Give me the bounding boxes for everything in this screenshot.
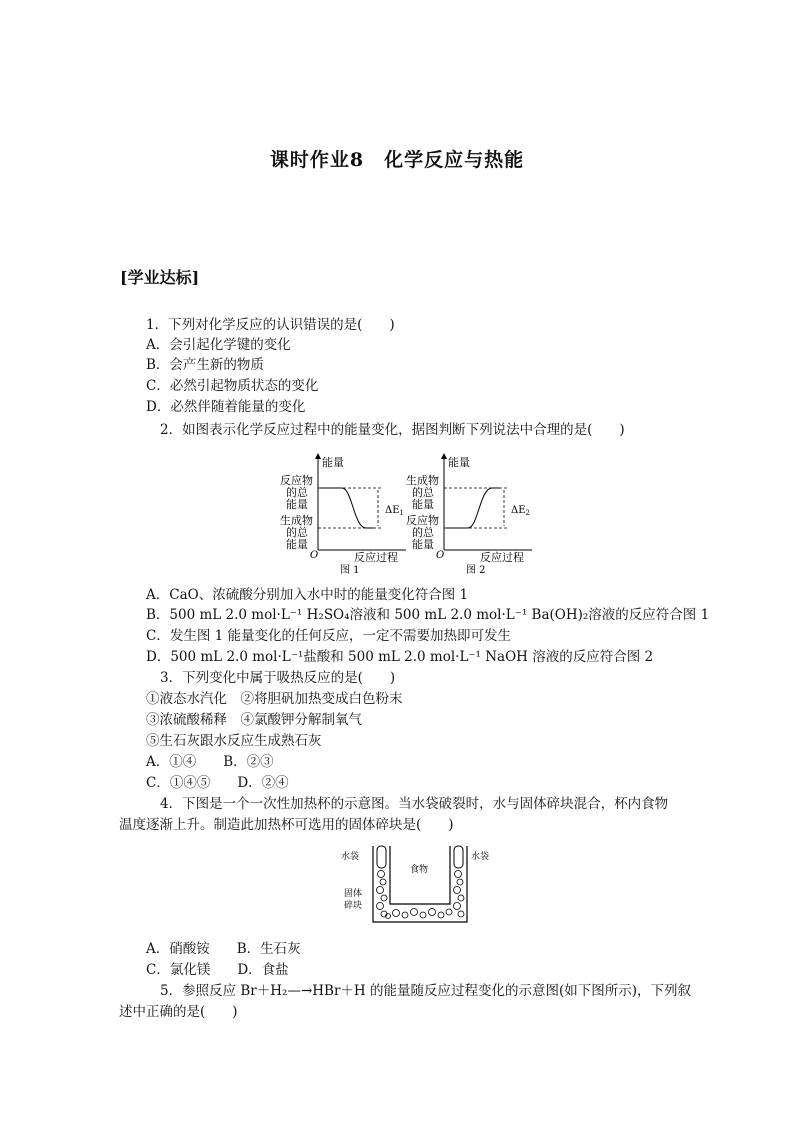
svg-text:能量: 能量 [286, 498, 308, 511]
q4-stem-line2: 温度逐渐上升。制造此加热杯可选用的固体碎块是( ) [119, 817, 454, 833]
svg-text:的总: 的总 [286, 526, 308, 539]
svg-text:生成物: 生成物 [406, 474, 439, 487]
q1-option-d: D．必然伴随着能量的变化 [146, 399, 306, 415]
heating-cup-diagram [336, 842, 496, 930]
energy-diagram-2 [404, 452, 534, 578]
solid-label-1: 固体 [344, 889, 363, 899]
svg-text:能量: 能量 [412, 498, 434, 511]
q5-stem-line2: 述中正确的是( ) [119, 1004, 238, 1020]
q5-stem-line1: 5．参照反应 Br＋H₂—→HBr＋H 的能量随反应过程变化的示意图(如下图所示)，下列叙 [160, 983, 691, 999]
q2-option-a: A．CaO、浓硫酸分别加入水中时的能量变化符合图 1 [146, 587, 469, 603]
fig2-xlabel: 反应过程 [480, 551, 524, 564]
energy-diagram-1 [278, 452, 408, 578]
svg-text:反应物: 反应物 [280, 474, 313, 487]
q1-option-c: C．必然引起物质状态的变化 [146, 378, 319, 394]
q3-items-2: ③浓硫酸稀释 ④氯酸钾分解制氧气 [146, 712, 362, 728]
q4-options-cd: C．氯化镁 D．食盐 [146, 962, 289, 978]
fig1-ylabel: 能量 [322, 456, 344, 469]
q2-option-d: D．500 mL 2.0 mol·L⁻¹盐酸和 500 mL 2.0 mol·L⁻¹ NaOH 溶液的反应符合图 2 [146, 649, 654, 665]
q3-items-3: ⑤生石灰跟水反应生成熟石灰 [146, 733, 322, 749]
svg-text:的总: 的总 [412, 486, 434, 499]
fig2-origin: O [436, 550, 445, 561]
q3-stem: 3．下列变化中属于吸热反应的是( ) [160, 670, 396, 686]
svg-text:ΔE2: $\Delta E_2$ [511, 505, 530, 517]
solid-label-2: 碎块 [344, 901, 363, 911]
svg-text:能量: 能量 [412, 538, 434, 551]
fig2-ylabel: 能量 [448, 456, 470, 469]
fig1-xlabel: 反应过程 [354, 551, 398, 564]
fig1-origin: O [310, 550, 319, 561]
q1-option-a: A．会引起化学键的变化 [146, 337, 291, 353]
q3-options-cd: C．①④⑤ D．②④ [146, 775, 289, 791]
water-bag-label-left: 水袋 [341, 852, 360, 862]
q1-stem: 1．下列对化学反应的认识错误的是( ) [146, 317, 395, 333]
water-bag-label-right: 水袋 [471, 852, 490, 862]
svg-text:的总: 的总 [412, 526, 434, 539]
q4-options-ab: A．硝酸铵 B．生石灰 [146, 941, 301, 957]
q3-items-1: ①液态水汽化 ②将胆矾加热变成白色粉末 [146, 691, 403, 707]
fig2-caption: 图 2 [466, 565, 486, 576]
section-heading: [学业达标] [120, 268, 200, 287]
q2-option-b: B．500 mL 2.0 mol·L⁻¹ H₂SO₄溶液和 500 mL 2.0 mol·L⁻¹ Ba(OH)₂溶液的反应符合图 1 [146, 607, 710, 623]
svg-text:能量: 能量 [286, 538, 308, 551]
q4-stem-line1: 4．下图是一个一次性加热杯的示意图。当水袋破裂时，水与固体碎块混合，杯内食物 [160, 796, 669, 812]
q1-option-b: B．会产生新的物质 [146, 357, 264, 373]
q3-options-ab: A．①④ B．②③ [146, 754, 274, 770]
q2-option-c: C．发生图 1 能量变化的任何反应，一定不需要加热即可发生 [146, 628, 512, 644]
svg-text:反应物: 反应物 [406, 514, 439, 527]
food-label: 食物 [410, 865, 429, 875]
q2-stem: 2．如图表示化学反应过程中的能量变化，据图判断下列说法中合理的是( ) [160, 422, 625, 438]
svg-text:的总: 的总 [286, 486, 308, 499]
fig1-caption: 图 1 [340, 565, 360, 576]
svg-text:生成物: 生成物 [280, 514, 313, 527]
svg-text:ΔE1: $\Delta E_1$ [385, 505, 404, 517]
page-title: 课时作业8 化学反应与热能 [269, 149, 525, 171]
